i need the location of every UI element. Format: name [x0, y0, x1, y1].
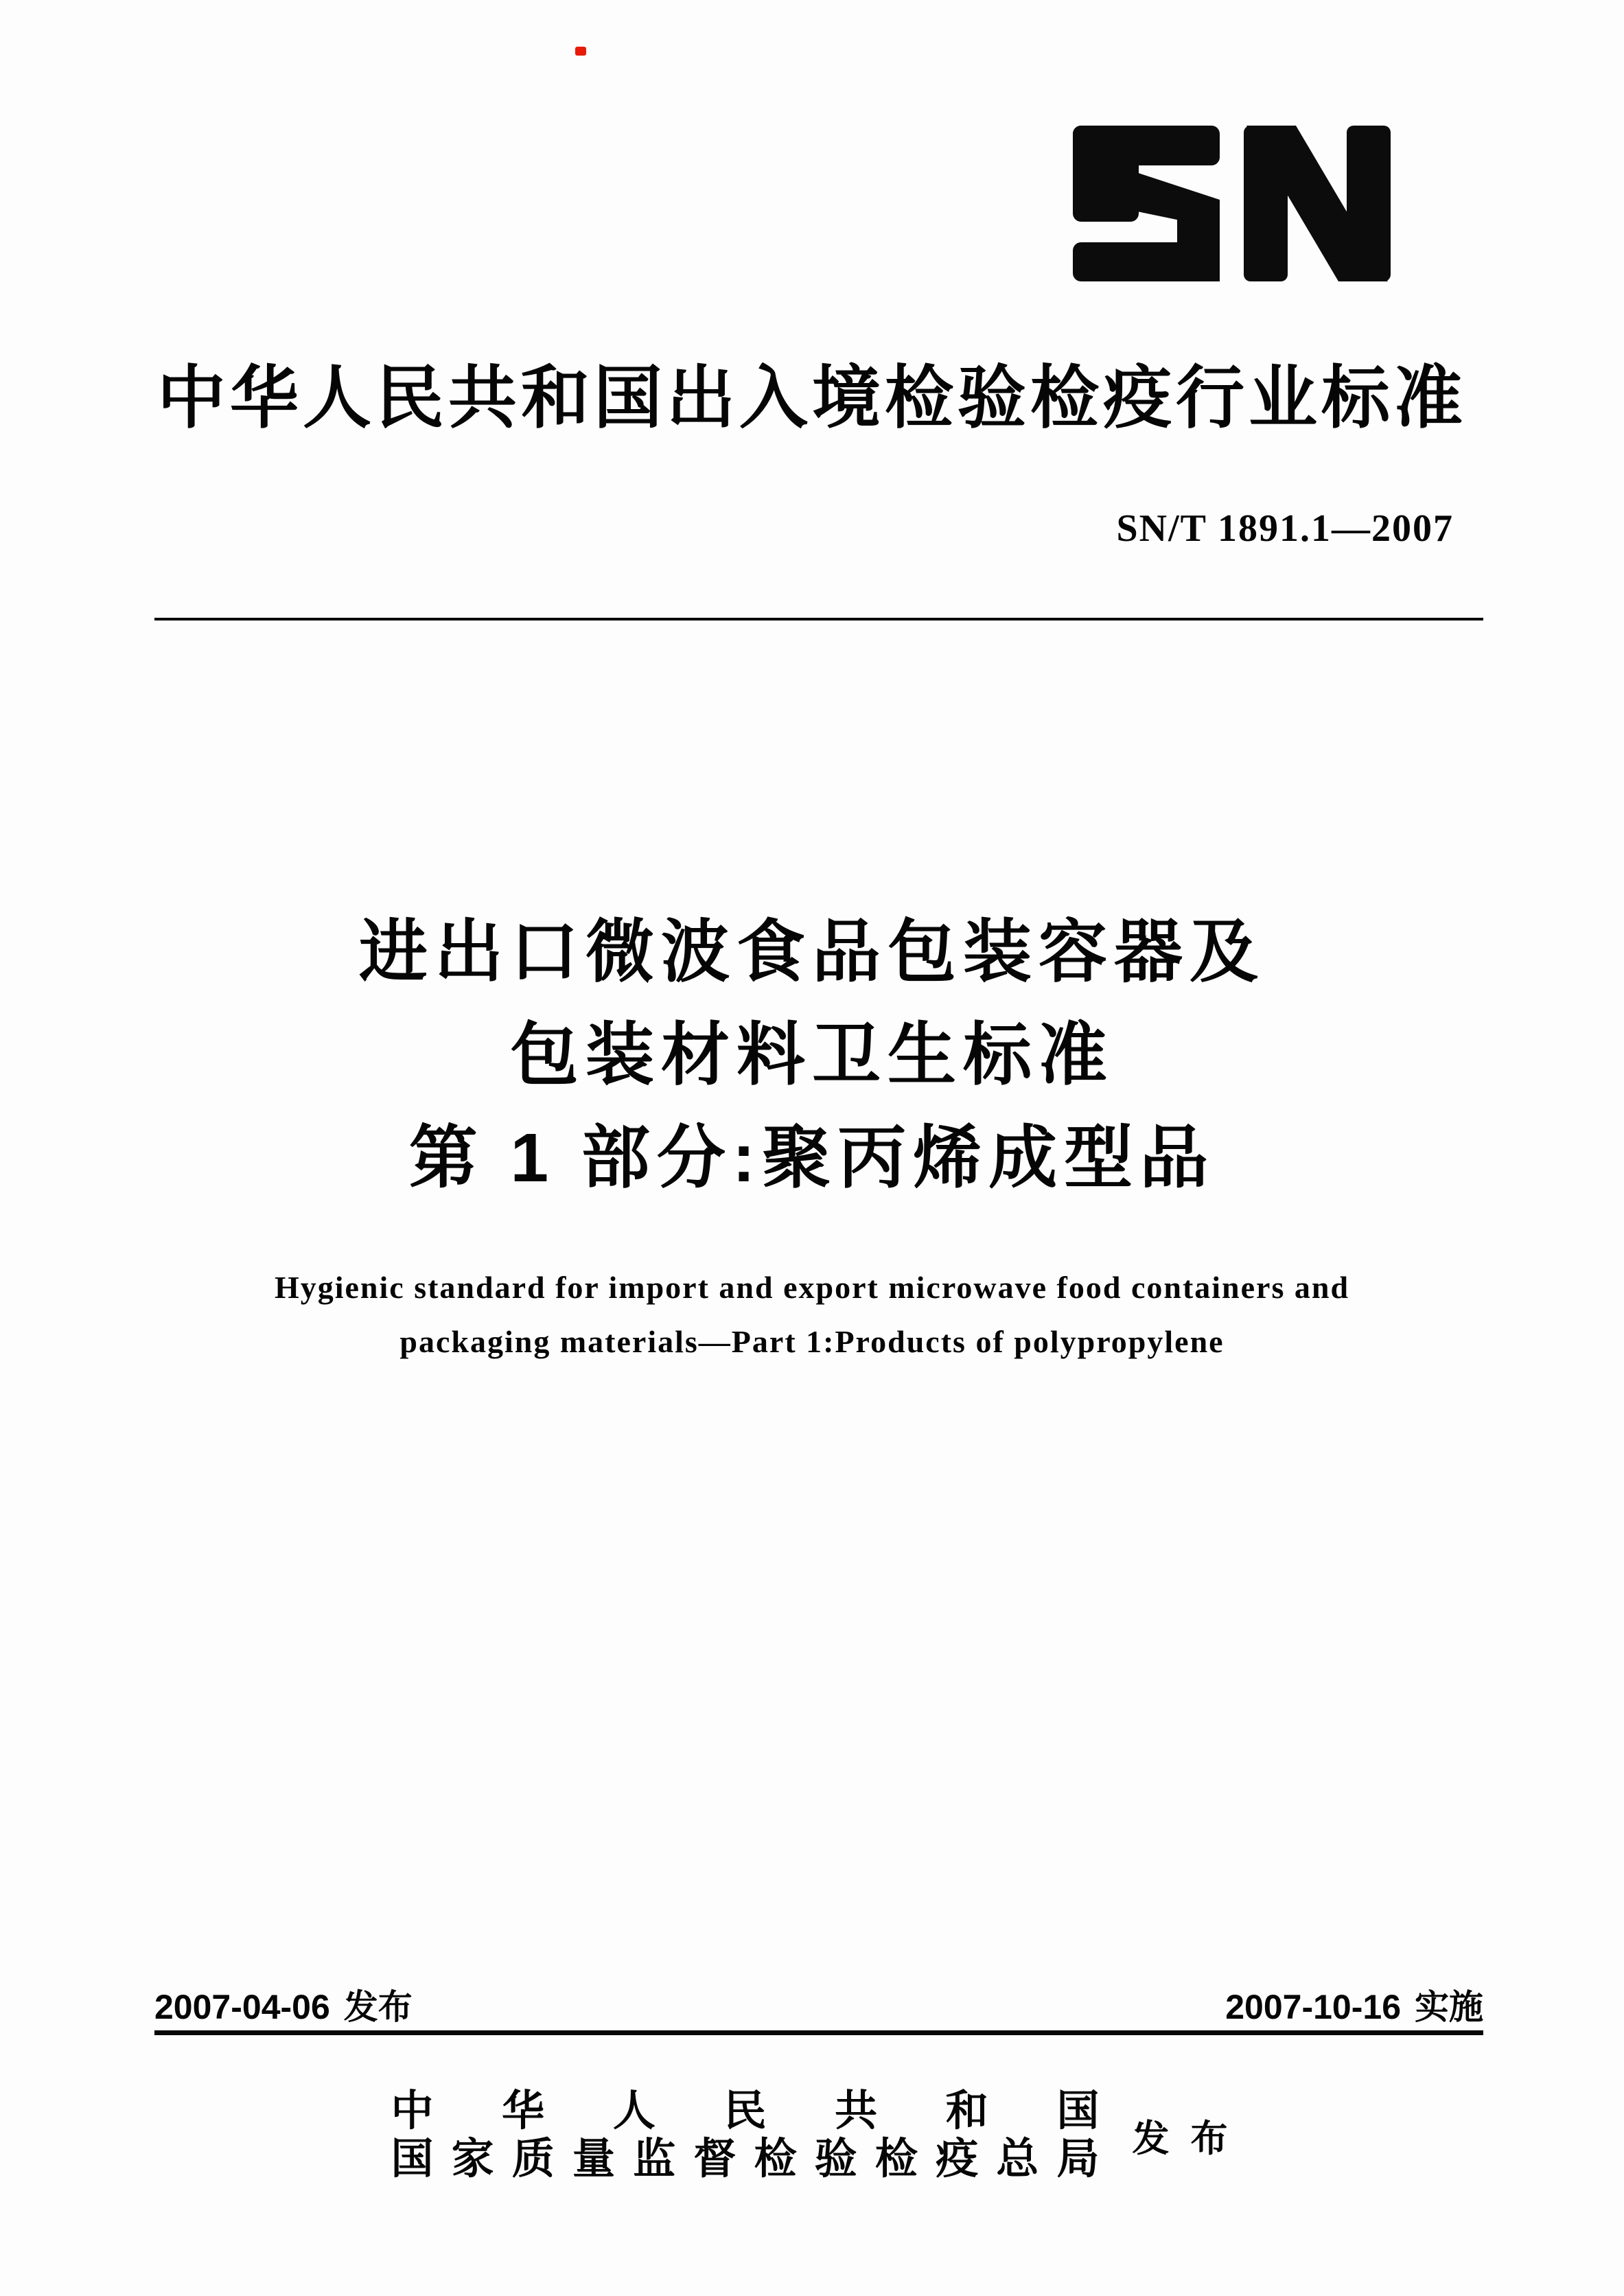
red-registration-mark [575, 47, 586, 56]
title-en-line-2: packaging materials—Part 1:Products of polypropylene [399, 1324, 1225, 1359]
date-row [154, 1980, 1483, 2029]
sn-logo [1073, 126, 1391, 281]
header-rule [154, 618, 1483, 621]
implementation-date-label: 实施 [1415, 1988, 1483, 2026]
publish-label: 发 布 [1132, 2118, 1233, 2159]
sn-logo-n-rightstem [1347, 126, 1391, 281]
implementation-date-value: 2007-10-16 [1225, 1988, 1401, 2026]
implementation-date [1225, 1980, 1483, 2029]
publisher-name [391, 2089, 1099, 2181]
publisher-block [0, 2089, 1624, 2181]
publisher-line-1: 中华人民共和国 [391, 2088, 1100, 2135]
standard-org-title: 中华人民共和国出入境检验检疫行业标准 [157, 360, 1467, 437]
title-en-line-1: Hygienic standard for import and export microwave food containers and [274, 1270, 1350, 1305]
footer-rule [154, 2030, 1483, 2035]
sn-logo-s-bottombar [1073, 242, 1220, 281]
standard-number: SN/T 1891.1—2007 [1116, 507, 1454, 550]
issue-date-label: 发布 [343, 1988, 413, 2026]
document-title-en [0, 1260, 1624, 1369]
title-cn-line-3: 第 1 部分:聚丙烯成型品 [408, 1120, 1216, 1196]
title-cn-line-2: 包装材料卫生标准 [510, 1017, 1114, 1093]
issue-date [154, 1980, 413, 2029]
publisher-line-2: 国家质量监督检验检疫总局 [391, 2136, 1100, 2183]
title-cn-line-1: 进出口微波食品包装容器及 [359, 914, 1265, 990]
issue-date-value: 2007-04-06 [154, 1988, 330, 2026]
document-title-cn [0, 901, 1624, 1209]
